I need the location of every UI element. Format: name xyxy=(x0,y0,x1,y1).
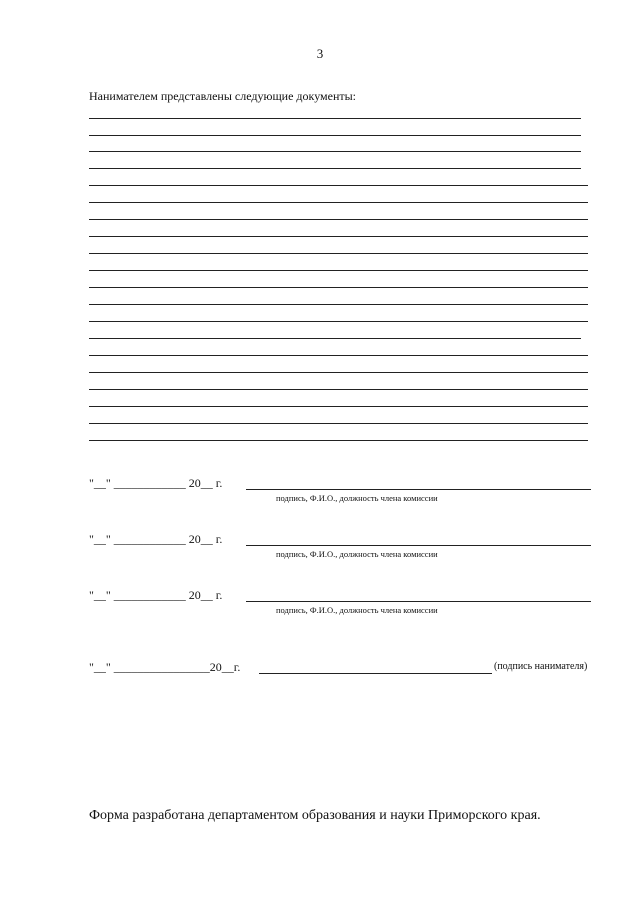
document-line[interactable] xyxy=(89,321,588,322)
document-line[interactable] xyxy=(89,440,588,441)
signature-line[interactable] xyxy=(246,545,591,546)
document-line[interactable] xyxy=(89,236,588,237)
signature-caption: подпись, Ф.И.О., должность члена комиссии xyxy=(276,549,438,559)
commission-signature-3 xyxy=(89,588,594,618)
tenant-signature-caption: (подпись нанимателя) xyxy=(494,661,588,672)
document-line[interactable] xyxy=(89,151,581,152)
document-line[interactable] xyxy=(89,406,588,407)
document-line[interactable] xyxy=(89,185,588,186)
signature-date-field[interactable]: "__" ____________ 20__ г. xyxy=(89,588,223,602)
page-number: 3 xyxy=(316,46,324,61)
document-line[interactable] xyxy=(89,118,581,119)
document-line[interactable] xyxy=(89,304,588,305)
document-line[interactable] xyxy=(89,423,588,424)
signature-date-field[interactable]: "__" ____________ 20__ г. xyxy=(89,532,223,546)
tenant-signature xyxy=(89,660,599,678)
document-line[interactable] xyxy=(89,219,588,220)
document-line[interactable] xyxy=(89,389,588,390)
signature-line[interactable] xyxy=(246,601,591,602)
document-line[interactable] xyxy=(89,135,581,136)
document-line[interactable] xyxy=(89,202,588,203)
document-line[interactable] xyxy=(89,355,588,356)
form-footer-note: Форма разработана департаментом образования и науки Приморского края. xyxy=(89,808,541,823)
tenant-signature-line[interactable] xyxy=(259,673,492,674)
documents-heading: Нанимателем представлены следующие документы: xyxy=(89,89,357,103)
document-line[interactable] xyxy=(89,338,581,339)
document-line[interactable] xyxy=(89,372,588,373)
document-line[interactable] xyxy=(89,270,588,271)
signature-caption: подпись, Ф.И.О., должность члена комиссии xyxy=(276,605,438,615)
commission-signature-2 xyxy=(89,532,594,562)
signature-date-field[interactable]: "__" ____________ 20__ г. xyxy=(89,476,223,490)
tenant-date-field[interactable]: "__" ________________20__г. xyxy=(89,660,241,674)
document-line[interactable] xyxy=(89,287,588,288)
signature-line[interactable] xyxy=(246,489,591,490)
commission-signature-1 xyxy=(89,476,594,506)
document-line[interactable] xyxy=(89,253,588,254)
document-line[interactable] xyxy=(89,168,581,169)
signature-caption: подпись, Ф.И.О., должность члена комиссии xyxy=(276,493,438,503)
